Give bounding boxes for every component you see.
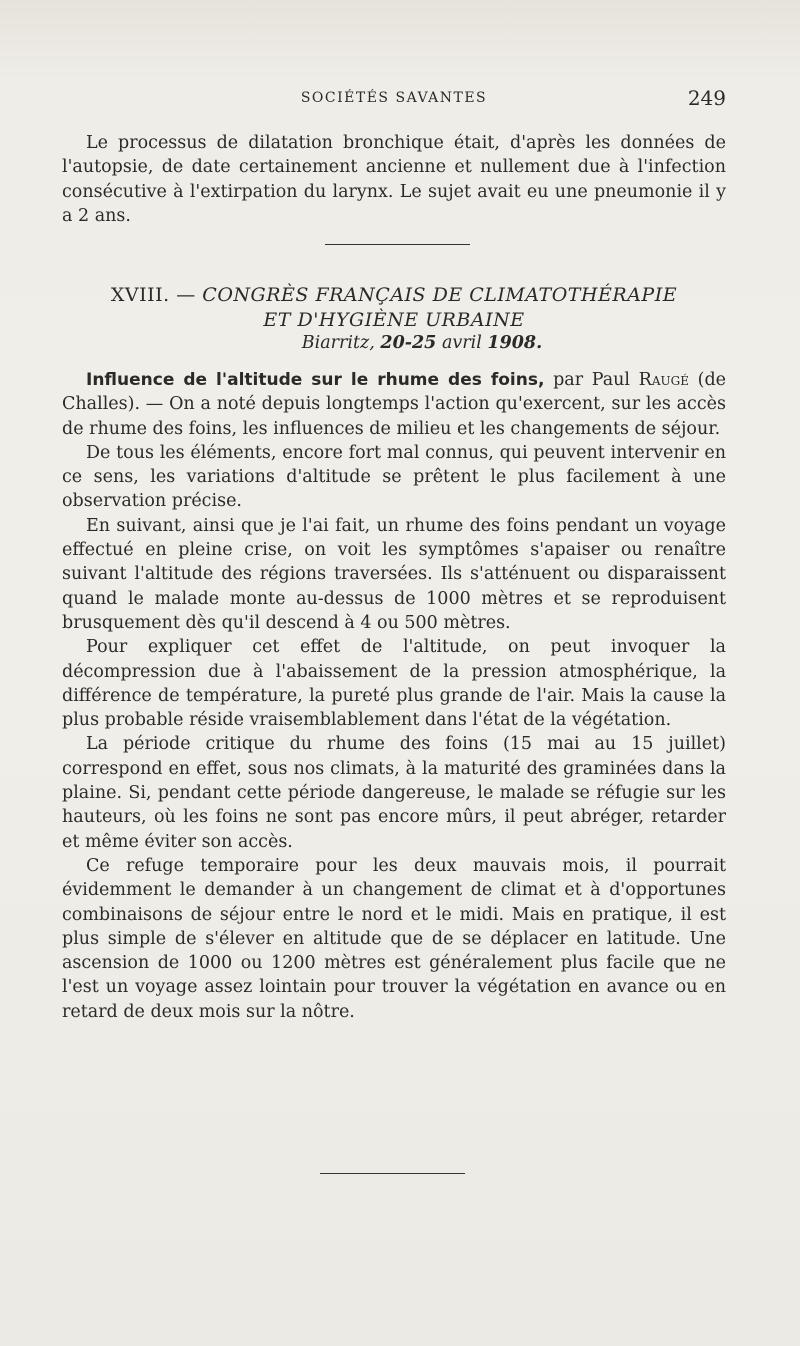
article-byline-prefix: par Paul bbox=[544, 370, 639, 390]
article-paragraph: La période critique du rhume des foins (15 mai au 15 juillet) correspond en effet, sous nos climats, à la maturité des graminées dans la plaine. Si, pendant cette période dangereuse, le malade se réfugie sur les hauteurs, où les foins ne sont pas encore mûrs, il peut abréger, retarder et même éviter son accès. bbox=[62, 734, 726, 852]
article-paragraph: De tous les éléments, encore fort mal connus, qui peuvent intervenir en ce sens, les variations d'altitude se prêtent le plus facilement à une observation précise. bbox=[62, 442, 726, 512]
section-month: avril bbox=[436, 333, 488, 353]
section-year: 1908. bbox=[487, 333, 543, 353]
section-heading-line1 bbox=[62, 284, 726, 306]
article-paragraph: Ce refuge temporaire pour les deux mauvais mois, il pourrait évidemment le demander à un changement de climat et à d'opportunes combinaisons de séjour entre le nord et le midi. Mais en pratique, il est plus simple de s'élever en altitude que de se déplacer en latitude. Une ascension de 1000 ou 1200 mètres est généralement plus facile que ne l'est un voyage assez lointain pour trouver la végétation en avance ou en retard de deux mois sur la nôtre. bbox=[62, 855, 726, 1022]
article-author: Raugé bbox=[638, 370, 689, 390]
article-paragraph: Pour expliquer cet effet de l'altitude, on peut invoquer la décompression due à l'abaissement de la pression atmosphérique, la différence de température, la pureté plus grande de l'air. Mais la cause la plus probable réside vraisemblablement dans l'état de la végétation. bbox=[62, 637, 726, 731]
article-lead-text: (de Challes). — On a noté depuis longtemps l'action qu'exercent, sur les accès de rhume des foins, les influences de milieu et les changements de séjour. bbox=[62, 370, 727, 439]
intro-paragraph: Le processus de dilatation bronchique était, d'après les données de l'autopsie, de date certainement ancienne et nullement due à l'infection consécutive à l'extirpation du larynx. Le sujet avait eu une pneumonie il y a 2 ans. bbox=[62, 133, 726, 226]
section-title-line2: ET D'HYGIÈNE URBAINE bbox=[263, 309, 525, 331]
article-body bbox=[62, 368, 726, 1024]
section-place-date bbox=[90, 333, 754, 353]
section-number: XVIII. — bbox=[110, 284, 203, 306]
section-title-line1: CONGRÈS FRANÇAIS DE CLIMATOTHÉRAPIE bbox=[202, 284, 678, 306]
article-paragraph: En suivant, ainsi que je l'ai fait, un rhume des foins pendant un voyage effectué en pleine crise, on voit les symptômes s'apaiser ou renaître suivant l'altitude des régions traversées. Ils s'atténuent ou disparaissent quand le malade monte au-dessus de 1000 mètres et se reproduisent brusquement dès qu'il descend à 4 ou 500 mètres. bbox=[62, 515, 726, 633]
running-title: SOCIÉTÉS SAVANTES bbox=[300, 90, 488, 106]
section-dates: 20-25 bbox=[380, 333, 437, 353]
separator-rule-bottom bbox=[320, 1173, 465, 1174]
intro-block bbox=[62, 131, 726, 228]
running-head bbox=[62, 86, 726, 114]
section-place: Biarritz, bbox=[301, 333, 381, 353]
separator-rule-top bbox=[325, 244, 470, 245]
article-lead-paragraph bbox=[62, 368, 726, 441]
page-number: 249 bbox=[687, 86, 726, 110]
article-title: Influence de l'altitude sur le rhume des foins, bbox=[86, 370, 545, 390]
